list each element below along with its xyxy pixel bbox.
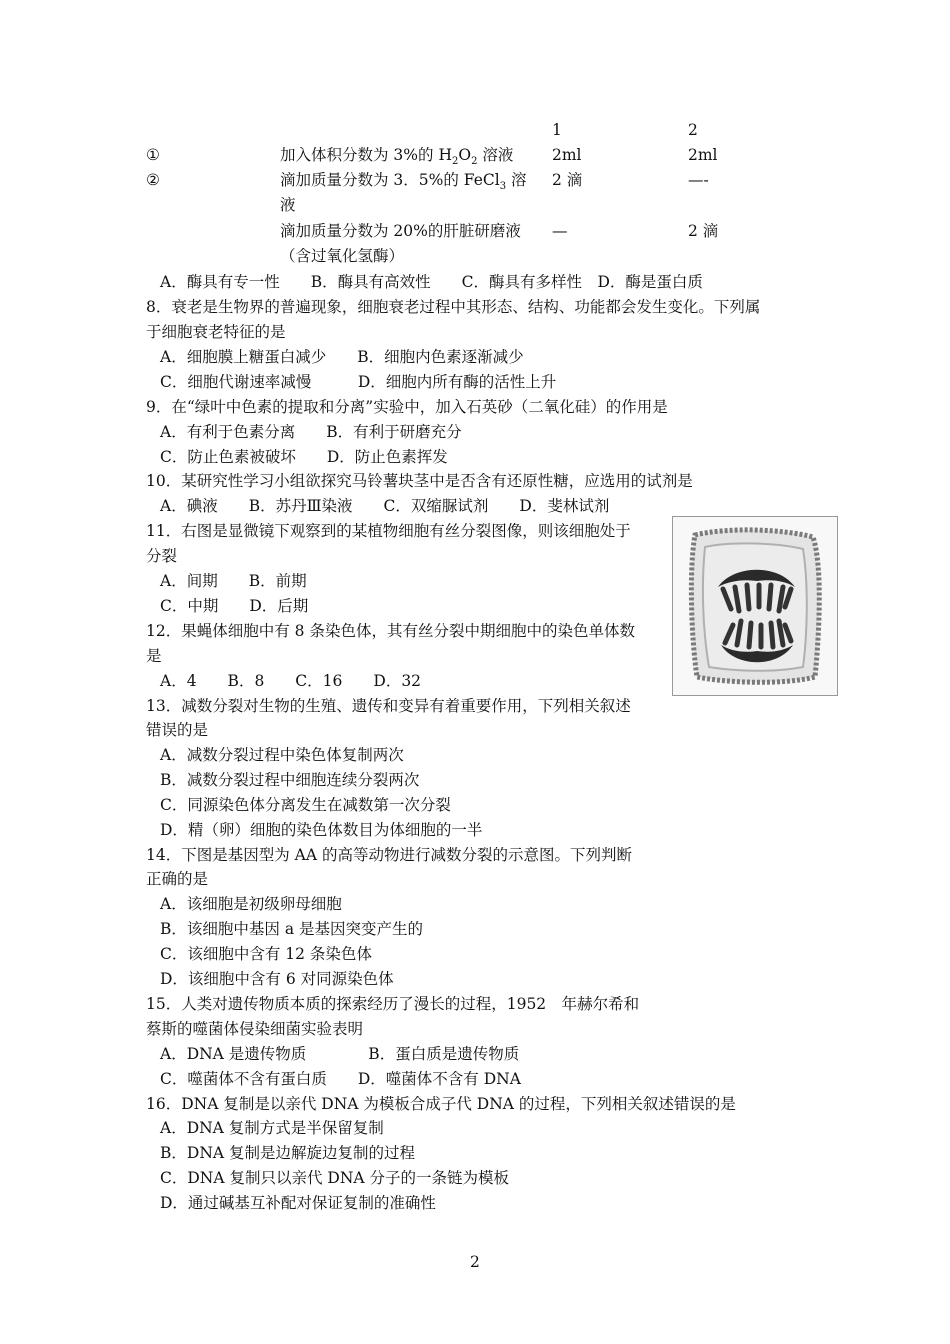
q16-stem: 16．DNA 复制是以亲代 DNA 为模板合成子代 DNA 的过程，下列相关叙述错误的是 [146,1095,736,1113]
q8-options-cd: C．细胞代谢速率减慢 D．细胞内所有酶的活性上升 [160,373,557,391]
q13-stem-line1: 13．减数分裂对生物的生殖、遗传和变异有着重要作用，下列相关叙述 [146,697,631,715]
q15-options-ab: A．DNA 是遗传物质 B．蛋白质是遗传物质 [160,1045,520,1063]
q9-stem: 9．在“绿叶中色素的提取和分离”实验中，加入石英砂（二氧化硅）的作用是 [146,398,668,416]
q13-option-a: A．减数分裂过程中染色体复制两次 [160,746,404,764]
q14-stem-line1: 14．下图是基因型为 AA 的高等动物进行减数分裂的示意图。下列判断 [146,846,632,864]
q13-option-b: B．减数分裂过程中细胞连续分裂两次 [160,771,420,789]
page-number: 2 [470,1253,480,1271]
q8-stem-line2: 于细胞衰老特征的是 [146,323,286,341]
mitosis-micrograph [672,516,838,696]
q13-option-c: C．同源染色体分离发生在减数第一次分裂 [160,796,451,814]
q12-options: A．4 B．8 C．16 D．32 [160,672,422,690]
q9-options-ab: A．有利于色素分离 B．有利于研磨充分 [160,423,462,441]
table-row1-label [280,143,513,170]
table-row3-label-cont: （含过氧化氢酶） [280,247,405,265]
q16-option-d: D．通过碱基互补配对保证复制的准确性 [160,1194,436,1212]
row1-subscript-2: 2 [471,156,478,167]
q14-option-c: C．该细胞中含有 12 条染色体 [160,945,372,963]
table-row2-label [280,168,527,195]
table-row1-value2: 2ml [688,146,718,164]
q14-option-d: D．该细胞中含有 6 对同源染色体 [160,970,394,988]
q15-options-cd: C．噬菌体不含有蛋白质 D．噬菌体不含有 DNA [160,1070,521,1088]
table-row2-value1: 2 滴 [552,171,583,189]
q12-stem-line2: 是 [146,647,162,665]
row1-text-b: O [458,146,472,164]
q16-option-c: C．DNA 复制只以亲代 DNA 分子的一条链为模板 [160,1169,510,1187]
table-row3-label: 滴加质量分数为 20%的肝脏研磨液 [280,222,521,240]
q16-option-b: B．DNA 复制是边解旋边复制的过程 [160,1144,416,1162]
q11-stem-line1: 11．右图是显微镜下观察到的某植物细胞有丝分裂图像，则该细胞处于 [146,522,631,540]
table-col1-header: 1 [552,121,562,139]
row1-subscript-1: 2 [451,156,459,167]
q13-option-d: D．精（卵）细胞的染色体数目为体细胞的一半 [160,821,483,839]
q8-options-ab: A．细胞膜上糖蛋白减少 B．细胞内色素逐渐减少 [160,348,524,366]
q10-options: A．碘液 B．苏丹Ⅲ染液 C．双缩脲试剂 D．斐林试剂 [160,497,610,515]
row2-text-b: 溶 [506,171,527,189]
table-row1-value1: 2ml [552,146,582,164]
table-row2-value2: —- [688,171,709,189]
q14-stem-line2: 正确的是 [146,870,209,888]
q14-option-a: A．该细胞是初级卵母细胞 [160,895,342,913]
q10-stem: 10．某研究性学习小组欲探究马铃薯块茎中是否含有还原性糖，应选用的试剂是 [146,472,693,490]
table-row1-mark: ① [146,146,160,164]
row2-subscript: 3 [499,181,507,192]
q12-stem-line1: 12．果蝇体细胞中有 8 条染色体，其有丝分裂中期细胞中的染色单体数 [146,622,635,640]
table-row2-label-cont: 液 [280,196,296,214]
row1-text-a: 加入体积分数为 3%的 H [280,146,452,164]
table-row2-mark: ② [146,171,160,189]
q11-stem-line2: 分裂 [146,547,178,565]
q11-options-ab: A．间期 B．前期 [160,572,307,590]
micrograph-image [673,517,837,695]
q15-stem-line2: 蔡斯的噬菌体侵染细菌实验表明 [146,1020,364,1038]
table-row3-value1: — [552,222,568,240]
q14-option-b: B．该细胞中基因 a 是基因突变产生的 [160,920,423,938]
q16-option-a: A．DNA 复制方式是半保留复制 [160,1119,384,1137]
row1-text-c: 溶液 [477,146,514,164]
table-col2-header: 2 [688,121,698,139]
q9-options-cd: C．防止色素被破坏 D．防止色素挥发 [160,448,448,466]
row2-text-a: 滴加质量分数为 3．5%的 FeCl [280,171,500,189]
table-row3-value2: 2 滴 [688,222,719,240]
q7-options: A．酶具有专一性 B．酶具有高效性 C．酶具有多样性 D．酶是蛋白质 [160,273,703,291]
q15-stem-line1: 15．人类对遗传物质本质的探索经历了漫长的过程，1952 年赫尔希和 [146,995,640,1013]
q13-stem-line2: 错误的是 [146,721,209,739]
q8-stem-line1: 8．衰老是生物界的普遍现象，细胞衰老过程中其形态、结构、功能都会发生变化。下列属 [146,298,761,316]
q11-options-cd: C．中期 D．后期 [160,597,309,615]
